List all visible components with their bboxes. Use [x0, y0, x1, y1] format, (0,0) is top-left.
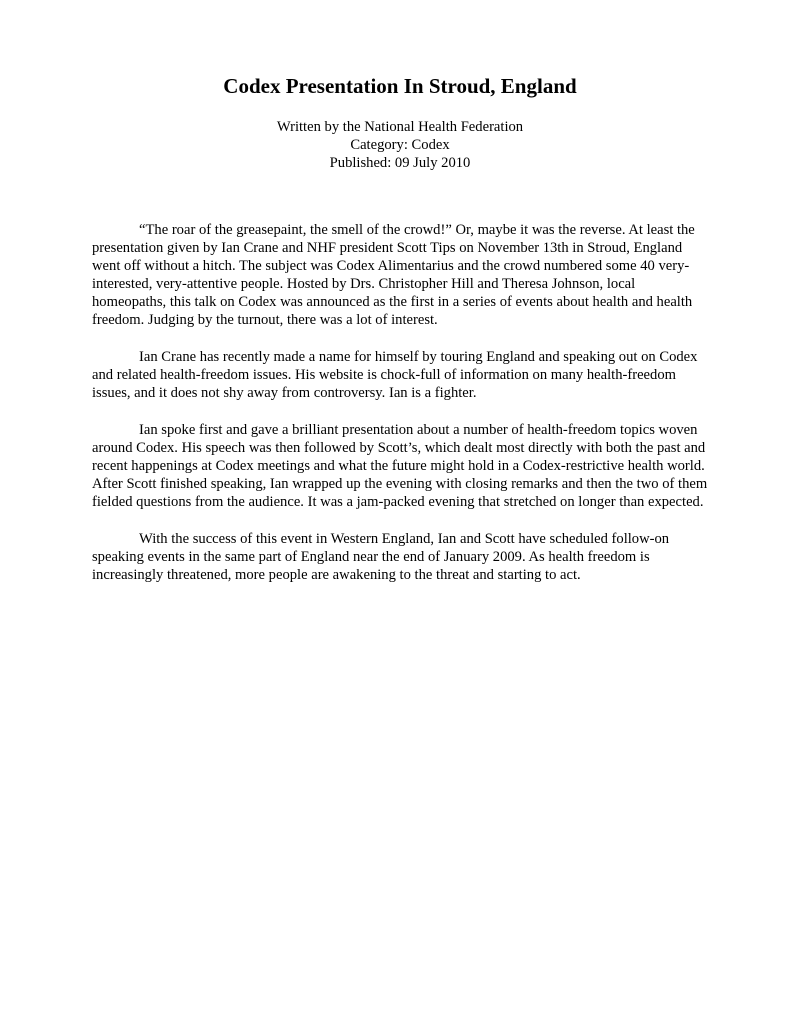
author-line: Written by the National Health Federation	[276, 119, 524, 135]
paragraph: With the success of this event in Western England, Ian and Scott have scheduled follow-on speaking events in the same part of England near the end of January 2009. As health freedom is increasingly threatened, more people are awakening to the threat and starting to act.	[92, 531, 670, 583]
article-meta	[92, 118, 708, 172]
document-page	[92, 74, 708, 603]
paragraph: Ian spoke first and gave a brilliant presentation about a number of health-freedom topics woven around Codex. His speech was then followed by Scott’s, which dealt most directly with both the past and recent happenings at Codex meetings and what the future might hold in a Codex-restrictive health world. After Scott finished speaking, Ian wrapped up the evening with closing remarks and then the two of them fielded questions from the audience. It was a jam-packed evening that stretched on longer than expected.	[92, 422, 708, 510]
article-body	[92, 221, 708, 584]
published-line: Published: 09 July 2010	[329, 155, 471, 171]
paragraph: Ian Crane has recently made a name for himself by touring England and speaking out on Codex and related health-freedom issues. His website is chock-full of information on many health-freedom issues, and it does not shy away from controversy. Ian is a fighter.	[92, 349, 698, 401]
category-line: Category: Codex	[350, 137, 450, 153]
paragraph: “The roar of the greasepaint, the smell of the crowd!” Or, maybe it was the reverse. At least the presentation given by Ian Crane and NHF president Scott Tips on November 13th in Stroud, England went off without a hitch. The subject was Codex Alimentarius and the crowd numbered some 40 very-interested, very-attentive people. Hosted by Drs. Christopher Hill and Theresa Johnson, local homeopaths, this talk on Codex was announced as the first in a series of events about health and health freedom. Judging by the turnout, there was a lot of interest.	[92, 222, 695, 328]
page-title: Codex Presentation In Stroud, England	[223, 74, 577, 98]
